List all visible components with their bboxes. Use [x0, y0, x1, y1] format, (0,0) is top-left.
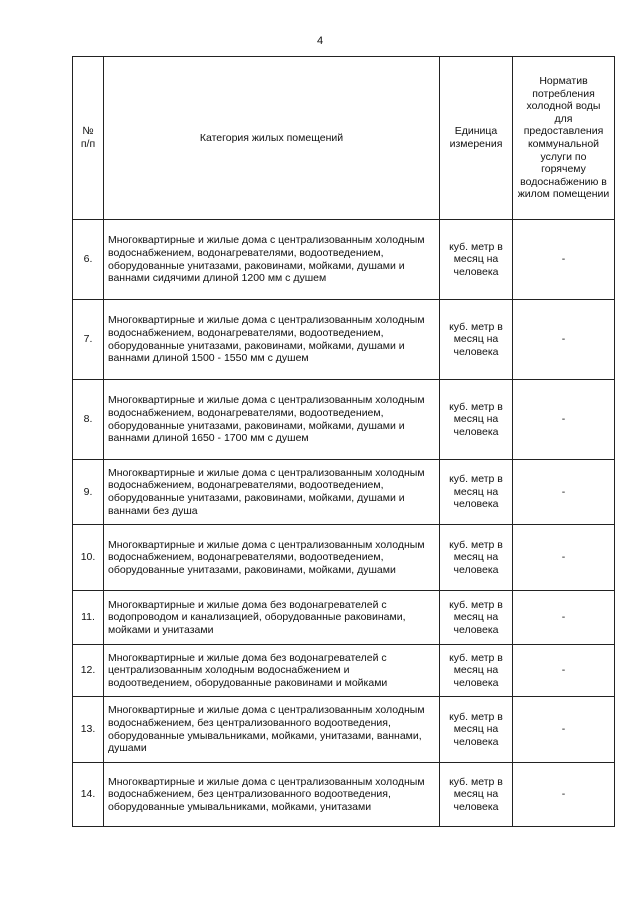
- row-category: Многоквартирные и жилые дома с централизованным холодным водоснабжением, водонагревателями, водоотведением, оборудованные унитазами, раковинами, мойками, душами и ваннами длиной 1500 - 1550 мм с душем: [104, 300, 440, 380]
- header-num: № п/п: [73, 57, 104, 220]
- table-row: [73, 591, 615, 645]
- header-norm: Норматив потребления холодной воды для предоставления коммунальной услуги по горячему водоснабжению в жилом помещении: [513, 57, 615, 220]
- table-row: [73, 460, 615, 525]
- row-norm: -: [513, 591, 615, 645]
- norms-table: [72, 56, 615, 827]
- row-category: Многоквартирные и жилые дома с централизованным холодным водоснабжением, водонагревателями, водоотведением, оборудованные унитазами, раковинами, мойками, душами: [104, 525, 440, 591]
- table-row: [73, 645, 615, 697]
- row-unit: куб. метр в месяц на человека: [440, 220, 513, 300]
- row-num: 11.: [73, 591, 104, 645]
- row-unit: куб. метр в месяц на человека: [440, 380, 513, 460]
- table-row: [73, 697, 615, 763]
- row-category: Многоквартирные и жилые дома с централизованным холодным водоснабжением, водонагревателями, водоотведением, оборудованные унитазами, раковинами, мойками, душами и ваннами без душа: [104, 460, 440, 525]
- row-num: 7.: [73, 300, 104, 380]
- row-norm: -: [513, 645, 615, 697]
- row-unit: куб. метр в месяц на человека: [440, 697, 513, 763]
- row-norm: -: [513, 525, 615, 591]
- row-unit: куб. метр в месяц на человека: [440, 763, 513, 827]
- table-header-row: [73, 57, 615, 220]
- row-num: 10.: [73, 525, 104, 591]
- row-num: 6.: [73, 220, 104, 300]
- table-row: [73, 525, 615, 591]
- row-norm: -: [513, 763, 615, 827]
- row-unit: куб. метр в месяц на человека: [440, 591, 513, 645]
- row-unit: куб. метр в месяц на человека: [440, 460, 513, 525]
- row-num: 14.: [73, 763, 104, 827]
- table-row: [73, 220, 615, 300]
- row-unit: куб. метр в месяц на человека: [440, 525, 513, 591]
- row-category: Многоквартирные и жилые дома с централизованным холодным водоснабжением, без централизованного водоотведения, оборудованные умывальниками, мойками, унитазами, ваннами, душами: [104, 697, 440, 763]
- table-row: [73, 380, 615, 460]
- row-category: Многоквартирные и жилые дома без водонагревателей с централизованным холодным водоснабжением и водоотведением, оборудованные раковинами и мойками: [104, 645, 440, 697]
- row-category: Многоквартирные и жилые дома без водонагревателей с водопроводом и канализацией, оборудованные раковинами, мойками и унитазами: [104, 591, 440, 645]
- row-norm: -: [513, 380, 615, 460]
- table-row: [73, 763, 615, 827]
- row-norm: -: [513, 300, 615, 380]
- row-category: Многоквартирные и жилые дома с централизованным холодным водоснабжением, водонагревателями, водоотведением, оборудованные унитазами, раковинами, мойками, душами и ваннами длиной 1650 - 1700 мм с душем: [104, 380, 440, 460]
- header-category: Категория жилых помещений: [104, 57, 440, 220]
- row-num: 8.: [73, 380, 104, 460]
- row-unit: куб. метр в месяц на человека: [440, 300, 513, 380]
- row-category: Многоквартирные и жилые дома с централизованным холодным водоснабжением, водонагревателями, водоотведением, оборудованные унитазами, раковинами, мойками, душами и ваннами сидячими длиной 1200 мм с душем: [104, 220, 440, 300]
- row-num: 9.: [73, 460, 104, 525]
- row-norm: -: [513, 697, 615, 763]
- row-num: 13.: [73, 697, 104, 763]
- row-norm: -: [513, 460, 615, 525]
- row-num: 12.: [73, 645, 104, 697]
- table-row: [73, 300, 615, 380]
- row-category: Многоквартирные и жилые дома с централизованным холодным водоснабжением, без централизованного водоотведения, оборудованные умывальниками, мойками, унитазами: [104, 763, 440, 827]
- row-unit: куб. метр в месяц на человека: [440, 645, 513, 697]
- header-unit: Единица измерения: [440, 57, 513, 220]
- page-number: 4: [316, 35, 324, 47]
- row-norm: -: [513, 220, 615, 300]
